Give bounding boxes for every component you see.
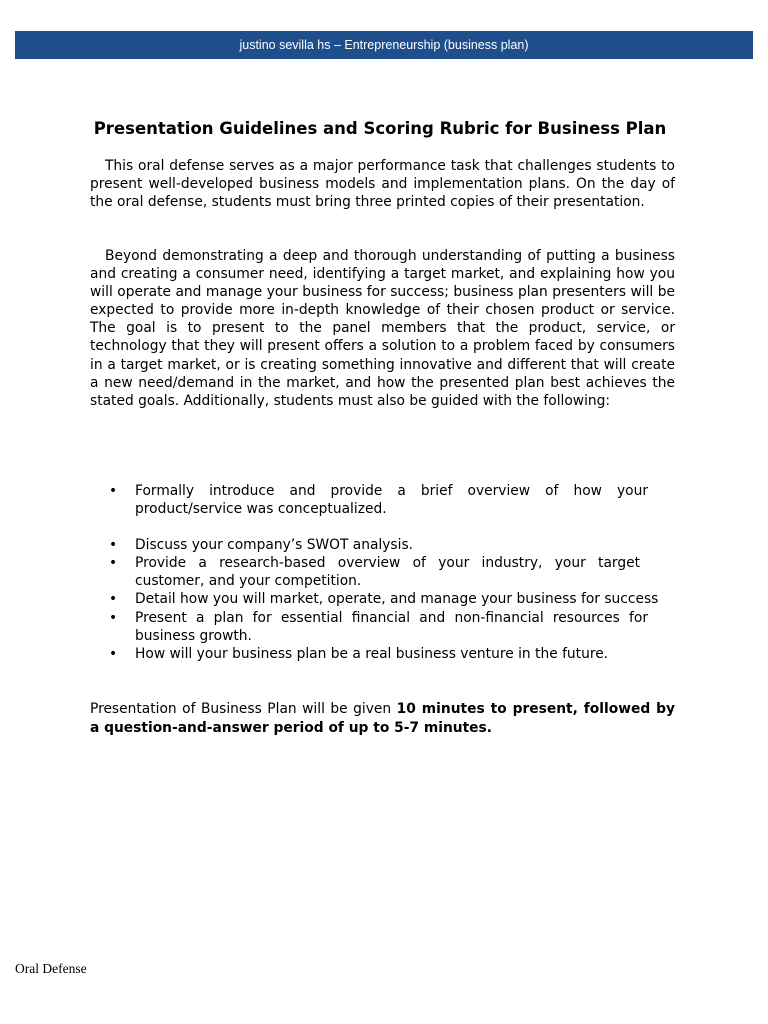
intro-paragraph: This oral defense serves as a major performance task that challenges students to present well-developed business models and implementation plans. On the day of the oral defense, students must bring three printed copies of their presentation. <box>90 158 675 211</box>
bullet-icon: • <box>109 483 118 499</box>
closing-emphasis-text: 10 minutes to present, followed by a question-and-answer period of up to 5-7 minutes. <box>90 701 675 736</box>
header-banner-text: justino sevilla hs – Entrepreneurship (business plan) <box>239 38 529 52</box>
bullet-icon: • <box>109 555 118 572</box>
list-item <box>90 554 640 590</box>
list-item-text: Detail how you will market, operate, and manage your business for success <box>135 591 659 608</box>
list-item <box>90 536 702 554</box>
list-item <box>90 590 702 608</box>
list-item-text: Formally introduce and provide a brief overview of how your product/service was conceptualized. <box>135 483 648 518</box>
header-banner <box>15 31 753 59</box>
closing-lead-text: Presentation of Business Plan will be given <box>90 701 397 717</box>
closing-paragraph <box>90 700 675 738</box>
list-item-text: Present a plan for essential financial and non-financial resources for business growth. <box>135 609 648 644</box>
page-footer: Oral Defense <box>15 961 87 976</box>
list-item-text: Provide a research-based overview of your industry, your target customer, and your competition. <box>135 555 640 590</box>
list-item-text: Discuss your company’s SWOT analysis. <box>135 537 414 554</box>
list-item-text: How will your business plan be a real business venture in the future. <box>135 645 609 662</box>
guidelines-bullet-list <box>90 482 702 663</box>
bullet-icon: • <box>109 609 118 626</box>
bullet-icon: • <box>109 591 118 608</box>
guidelines-paragraph: Beyond demonstrating a deep and thorough understanding of putting a business and creating a consumer need, identifying a target market, and explaining how you will operate and manage your business for success; business plan presenters will be expected to provide more in-depth knowledge of their chosen product or service. The goal is to present to the panel members that the product, service, or technology that they will present offers a solution to a problem faced by consumers in a target market, or is creating something innovative and different that will create a new need/demand in the market, and how the presented plan best achieves the stated goals. Additionally, students must also be guided with the following: <box>90 248 675 409</box>
bullet-icon: • <box>109 645 118 662</box>
list-item <box>90 645 702 663</box>
list-item <box>90 609 648 645</box>
bullet-icon: • <box>109 537 118 554</box>
list-item <box>90 482 648 518</box>
document-title: Presentation Guidelines and Scoring Rubric for Business Plan <box>93 119 667 138</box>
